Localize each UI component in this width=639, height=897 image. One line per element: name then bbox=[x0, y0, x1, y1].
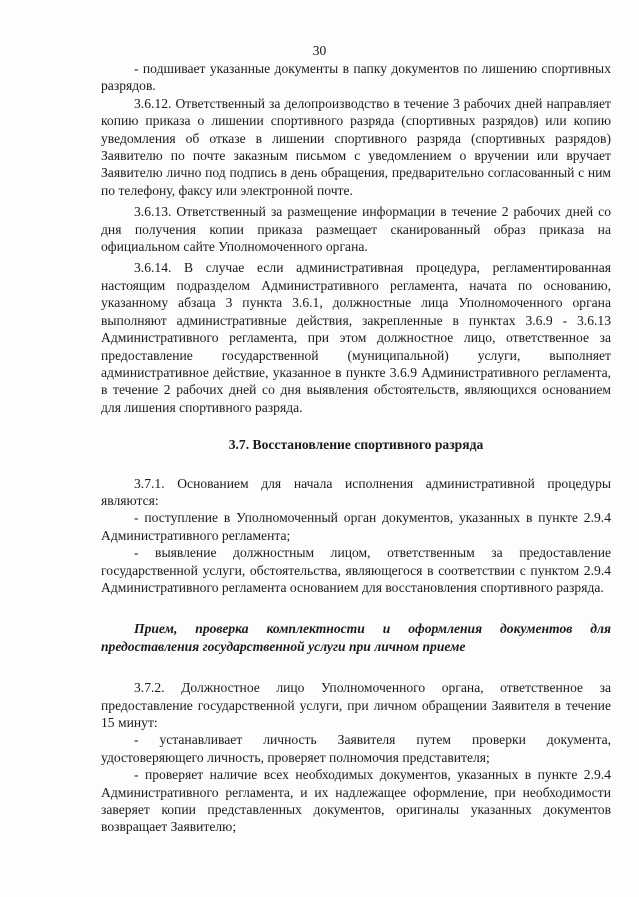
paragraph: 3.7.1. Основанием для начала исполнения административной процедуры являются: bbox=[101, 475, 611, 508]
section-heading: 3.7. Восстановление спортивного разряда bbox=[228, 437, 484, 453]
paragraph: 3.7.2. Должностное лицо Уполномоченного органа, ответственное за предоставление государственной услуги, при личном обращении Заявителя в течение 15 минут: bbox=[101, 680, 611, 730]
list-item: - устанавливает личность Заявителя путем проверки документа, удостоверяющего личность, проверяет полномочия представителя; bbox=[101, 732, 611, 765]
document-body bbox=[101, 60, 611, 836]
page-number: 30 bbox=[312, 43, 327, 58]
paragraph: 3.6.14. В случае если административная процедура, регламентированная настоящим подразделом Административного регламента, начата по основанию, указанному абзаца 3 пункта 3.6.1, должностные лица Уполномоченного органа выполняют административные действия, закрепленные в пунктах 3.6.9 - 3.6.13 Административного регламента, при этом должностное лицо, ответственное за предоставление государственной (муниципальной) услуги, выполняет административное действие, указанное в пункте 3.6.9 Административного регламента, в течение 2 рабочих дней со дня выявления обстоятельств, являющихся основанием для лишения спортивного разряда. bbox=[101, 260, 611, 415]
list-item: - проверяет наличие всех необходимых документов, указанных в пункте 2.9.4 Административного регламента, и их надлежащее оформление, при необходимости заверяет копии представленных документов, оригиналы указанных документов возвращает Заявителю; bbox=[101, 767, 611, 835]
paragraph: 3.6.13. Ответственный за размещение информации в течение 2 рабочих дней со дня получения копии приказа размещает сканированный образ приказа на официальном сайте Уполномоченного органа. bbox=[101, 204, 611, 255]
paragraph: - подшивает указанные документы в папку документов по лишению спортивных разрядов. bbox=[101, 61, 611, 94]
subheading: Прием, проверка комплектности и оформления документов для предоставления государственной услуги при личном приеме bbox=[101, 621, 611, 654]
list-item: - выявление должностным лицом, ответственным за предоставление государственной услуги, обстоятельства, являющегося в соответствии с пунктом 2.9.4 Административного регламента основанием для восстановления спортивного разряда. bbox=[101, 545, 611, 595]
list-item: - поступление в Уполномоченный орган документов, указанных в пункте 2.9.4 Административного регламента; bbox=[101, 510, 611, 543]
paragraph: 3.6.12. Ответственный за делопроизводство в течение 3 рабочих дней направляет копию приказа о лишении спортивного разряда (спортивных разрядов) или копию уведомления об отказе в лишении спортивного разряда (спортивных разрядов) Заявителю по почте заказным письмом с уведомлением о вручении или вручает Заявителю лично под подпись в день обращения, предварительно согласованный с ним по телефону, факсу или электронной почте. bbox=[101, 95, 611, 198]
